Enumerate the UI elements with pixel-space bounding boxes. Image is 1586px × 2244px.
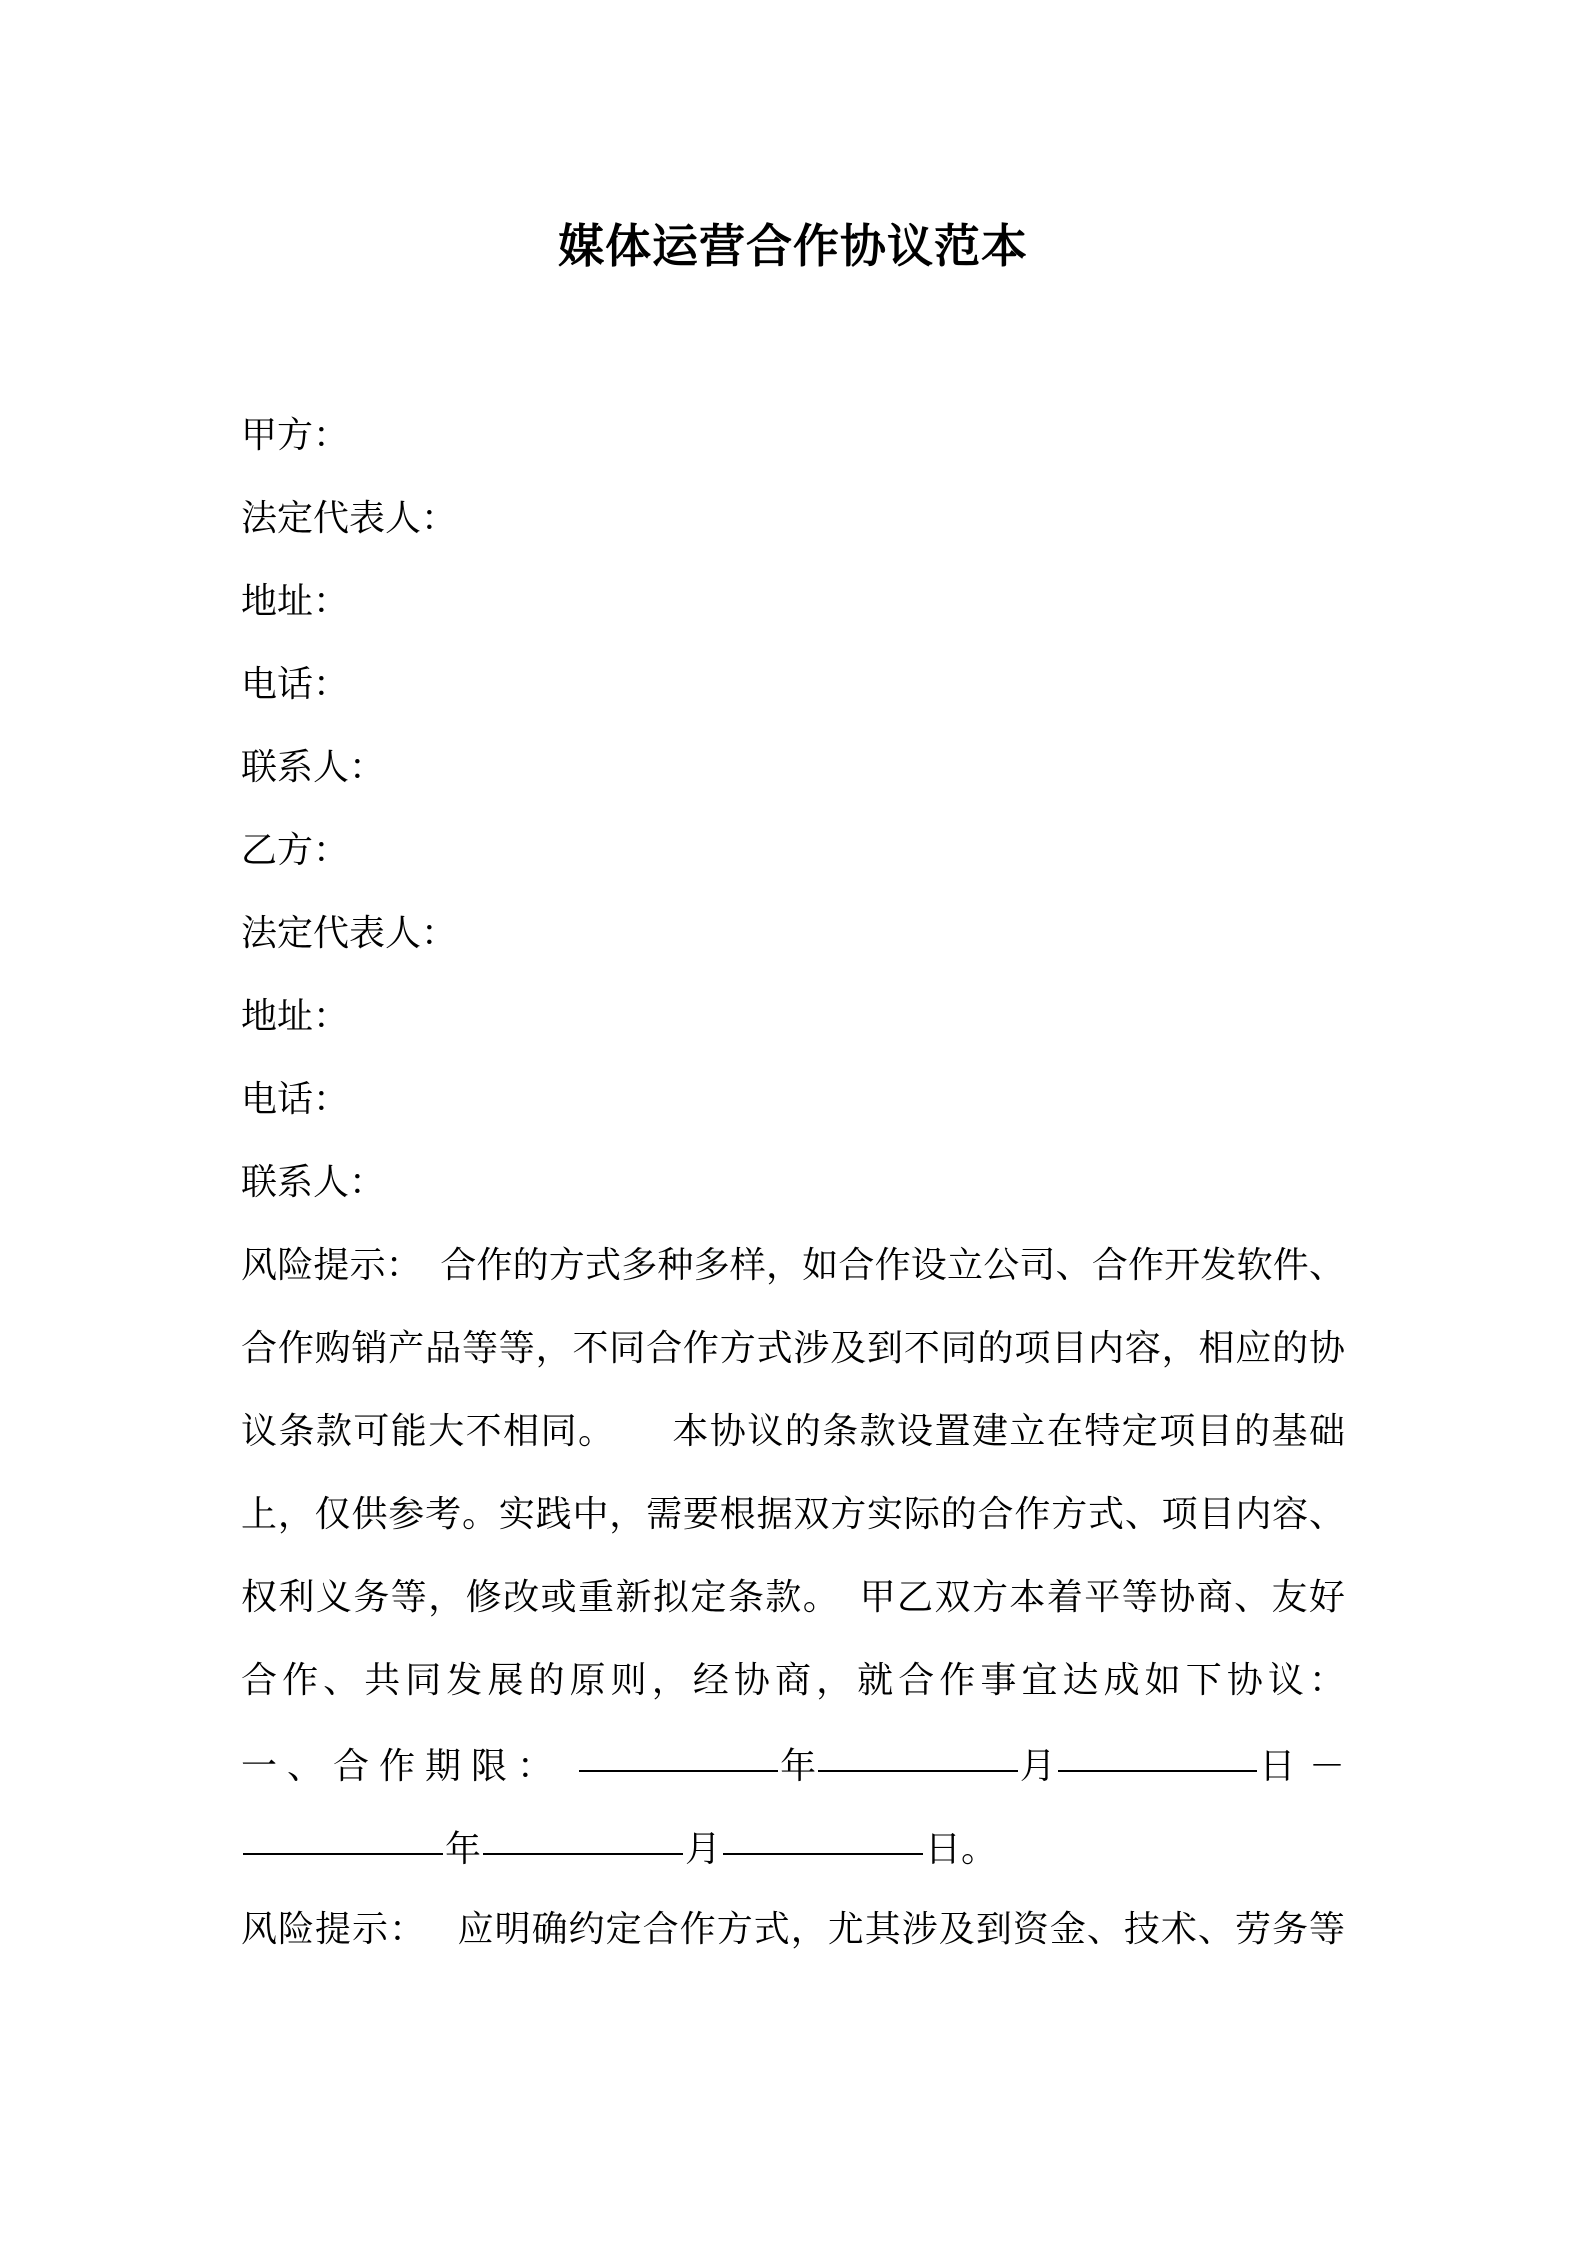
cooperation-term-line [241, 1736, 1345, 1795]
risk-notice-line: 议条款可能大不相同。 本协议的条款设置建立在特定项目的基础 [241, 1411, 1347, 1452]
document-title: 媒体运营合作协议范本 [558, 219, 1028, 273]
month-label: 月 [685, 1829, 722, 1870]
party-a-contact-label: 联系人： [241, 747, 386, 788]
day-label: 日 [1259, 1746, 1296, 1787]
cooperation-term-heading: 一、合作期限： [241, 1746, 564, 1787]
end-year-blank[interactable] [243, 1813, 443, 1855]
year-label: 年 [445, 1829, 482, 1870]
risk-notice-line: 权利义务等，修改或重新拟定条款。 甲乙双方本着平等协商、友好 [241, 1577, 1347, 1618]
party-a-phone-label: 电话： [241, 664, 350, 705]
party-a-address-label: 地址： [241, 581, 350, 622]
start-day-blank[interactable] [1058, 1730, 1258, 1772]
party-a-legal-rep-label: 法定代表人： [241, 498, 458, 539]
risk-notice-line: 合作购销产品等等，不同合作方式涉及到不同的项目内容，相应的协 [241, 1328, 1346, 1369]
end-day-blank[interactable] [723, 1813, 923, 1855]
party-a-label: 甲方： [241, 415, 350, 456]
cooperation-term-line [241, 1819, 1345, 1878]
party-b-address-label: 地址： [241, 996, 350, 1037]
end-day-label: 日。 [925, 1829, 998, 1870]
risk-notice-line: 风险提示： 应明确约定合作方式，尤其涉及到资金、技术、劳务等 [241, 1909, 1347, 1950]
end-month-blank[interactable] [483, 1813, 683, 1855]
party-b-label: 乙方： [241, 830, 350, 871]
month-label: 月 [1019, 1746, 1056, 1787]
start-month-blank[interactable] [818, 1730, 1018, 1772]
risk-notice-line: 上，仅供参考。实践中，需要根据双方实际的合作方式、项目内容、 [241, 1494, 1346, 1535]
range-dash: － [1308, 1746, 1345, 1787]
risk-notice-line: 风险提示： 合作的方式多种多样，如合作设立公司、合作开发软件、 [241, 1245, 1346, 1286]
risk-notice-line: 合作、共同发展的原则，经协商，就合作事宜达成如下协议： [241, 1660, 1351, 1701]
year-label: 年 [780, 1746, 817, 1787]
party-b-contact-label: 联系人： [241, 1162, 386, 1203]
party-b-phone-label: 电话： [241, 1079, 350, 1120]
start-year-blank[interactable] [579, 1730, 779, 1772]
party-b-legal-rep-label: 法定代表人： [241, 913, 458, 954]
